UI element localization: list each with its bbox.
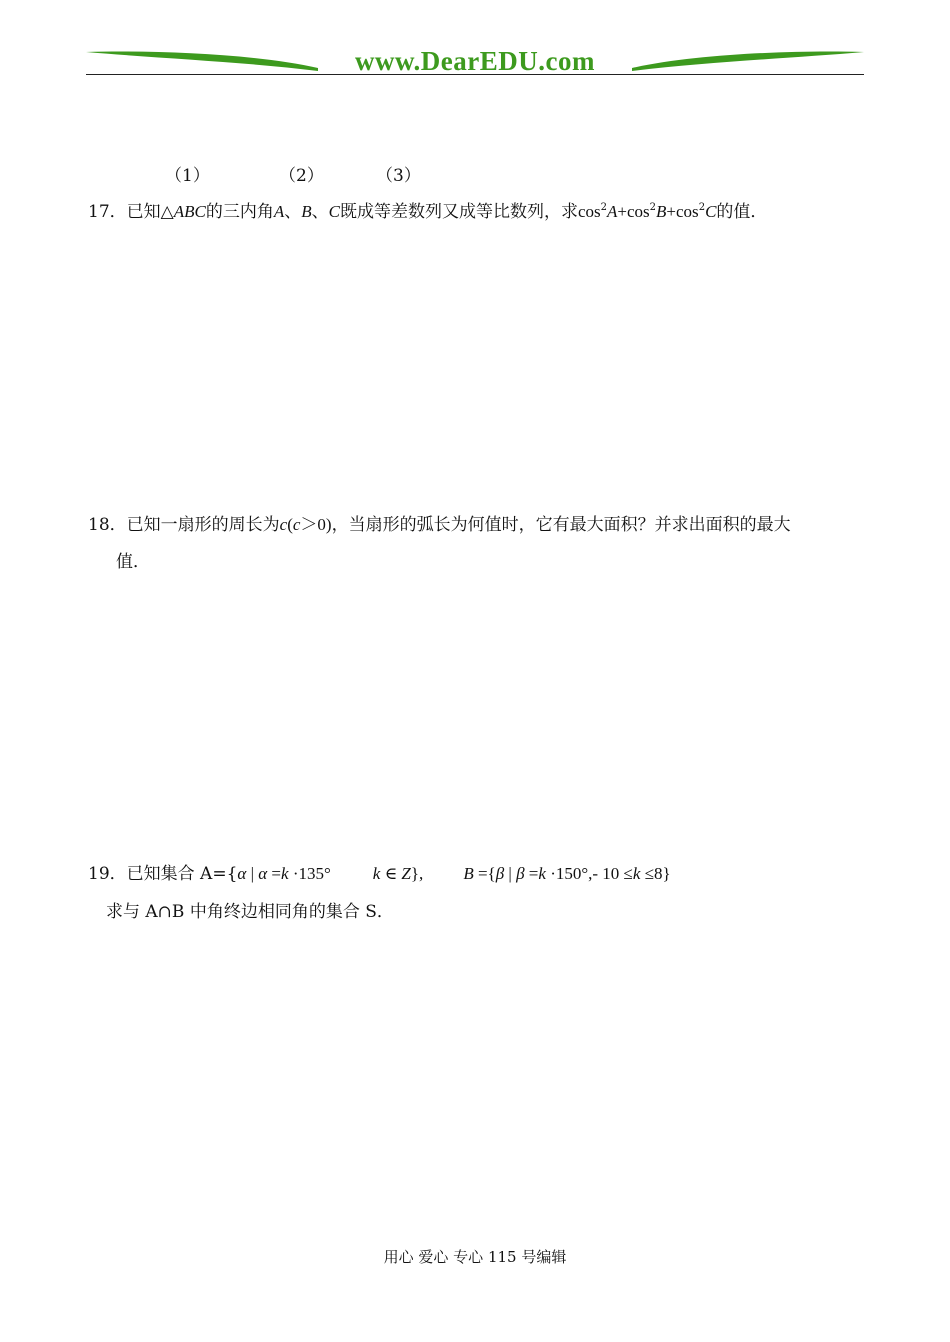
q18-number: 18． xyxy=(88,515,127,535)
logo-text: www.DearEDU.com xyxy=(355,46,595,76)
q17-number: 17． xyxy=(88,202,127,222)
question-19: 19．已知集合 A={α | α =k ·135° k ∈ Z}, B ={β | β =k ·150°,- 10 ≤k ≤8} xyxy=(88,864,671,884)
sub-label-3: （3） xyxy=(376,166,421,186)
q19-number: 19． xyxy=(88,864,127,884)
question-18-line2: 值． xyxy=(116,552,150,572)
sub-label-1: （1） xyxy=(165,166,210,186)
question-17: 17．已知△ABC的三内角A、B、C既成等差数列又成等比数列，求$\cos^2A+\cos^2B+\cos^2C$的值． xyxy=(88,202,768,222)
question-18: 18．已知一扇形的周长为c(c＞0)，当扇形的弧长为何值时，它有最大面积？并求出面积的最大 xyxy=(88,515,791,535)
header-rule xyxy=(86,74,864,75)
sub-label-2: （2） xyxy=(279,166,324,186)
page-footer: 用心 爱心 专心 115 号编辑 xyxy=(383,1248,567,1266)
question-19-line2: 求与 A∩B 中角终边相同角的集合 S． xyxy=(106,902,394,922)
